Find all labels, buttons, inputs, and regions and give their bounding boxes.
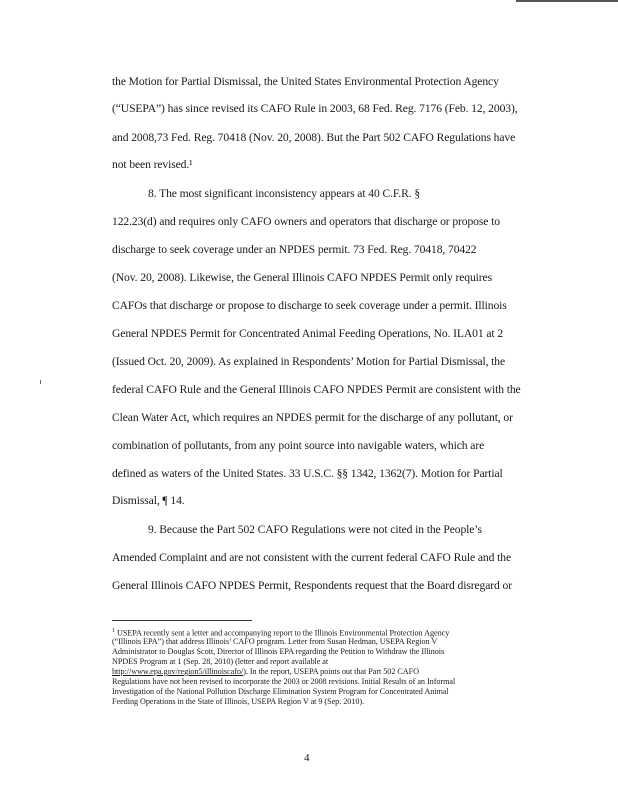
footnote-separator [112,620,252,621]
page-number: 4 [304,752,310,764]
footnote-line: NPDES Program at 1 (Sep. 28, 2010) (letter and report available at [112,657,329,666]
body-line: CAFOs that discharge or propose to discharge to seek coverage under a permit. Illinois [112,299,507,312]
body-line: and 2008,73 Fed. Reg. 70418 (Nov. 20, 2008). But the Part 502 CAFO Regulations have [112,131,516,144]
body-line: General Illinois CAFO NPDES Permit, Respondents request that the Board disregard or [112,579,512,592]
footnote-line: Feeding Operations in the State of Illinois, USEPA Region V at 9 (Sep. 2010). [112,697,365,706]
footnote-text: ). In the report, USEPA points out that Part 502 CAFO [243,667,419,676]
body-line: Clean Water Act, which requires an NPDES permit for the discharge of any pollutant, or [112,411,513,424]
body-line: General NPDES Permit for Concentrated Animal Feeding Operations, No. ILA01 at 2 [112,327,504,340]
body-line: the Motion for Partial Dismissal, the United States Environmental Protection Agency [112,75,499,88]
top-edge-rule [516,0,618,2]
body-line: discharge to seek coverage under an NPDES permit. 73 Fed. Reg. 70418, 70422 [112,243,477,256]
paragraph-8-start: 8. The most significant inconsistency appears at 40 C.F.R. § [148,187,421,200]
body-line: combination of pollutants, from any point source into navigable waters, which are [112,439,485,452]
paragraph-9-start: 9. Because the Part 502 CAFO Regulations were not cited in the People’s [148,523,482,536]
footnote-line: Administrator to Douglas Scott, Director of Illinois EPA regarding the Petition to Withdraw the Illinois [112,647,445,656]
body-line: 122.23(d) and requires only CAFO owners and operators that discharge or propose to [112,215,500,228]
body-line: (Nov. 20, 2008). Likewise, the General Illinois CAFO NPDES Permit only requires [112,271,493,284]
footnote-marker: 1 [112,628,115,634]
body-line: (Issued Oct. 20, 2009). As explained in Respondents’ Motion for Partial Dismissal, the [112,355,506,368]
footnote-text: USEPA recently sent a letter and accompanying report to the Illinois Environmental Protection Agency [114,628,450,638]
body-line: Amended Complaint and are not consistent with the current federal CAFO Rule and the [112,551,511,564]
body-line: not been revised.¹ [112,158,193,171]
footnote-line: Investigation of the National Pollution Discharge Elimination System Program for Concentrated Animal [112,687,449,696]
footnote-line [112,667,419,676]
footnote-line: Regulations have not been revised to incorporate the 2003 or 2008 revisions. Initial Results of an Informal [112,677,456,686]
body-line: defined as waters of the United States. 33 U.S.C. §§ 1342, 1362(7). Motion for Partial [112,467,503,480]
margin-mark [40,380,41,384]
body-line: (“USEPA”) has since revised its CAFO Rule in 2003, 68 Fed. Reg. 7176 (Feb. 12, 2003), [112,102,518,115]
body-line: Dismissal, ¶ 14. [112,494,185,507]
footnote-link[interactable]: http://www.epa.gov/region5/illinoiscafo/ [112,667,244,676]
body-line: federal CAFO Rule and the General Illinois CAFO NPDES Permit are consistent with the [112,383,521,396]
footnote-line: (“Illinois EPA”) that address Illinois’ CAFO program. Letter from Susan Hedman, USEPA Region V [112,637,438,646]
